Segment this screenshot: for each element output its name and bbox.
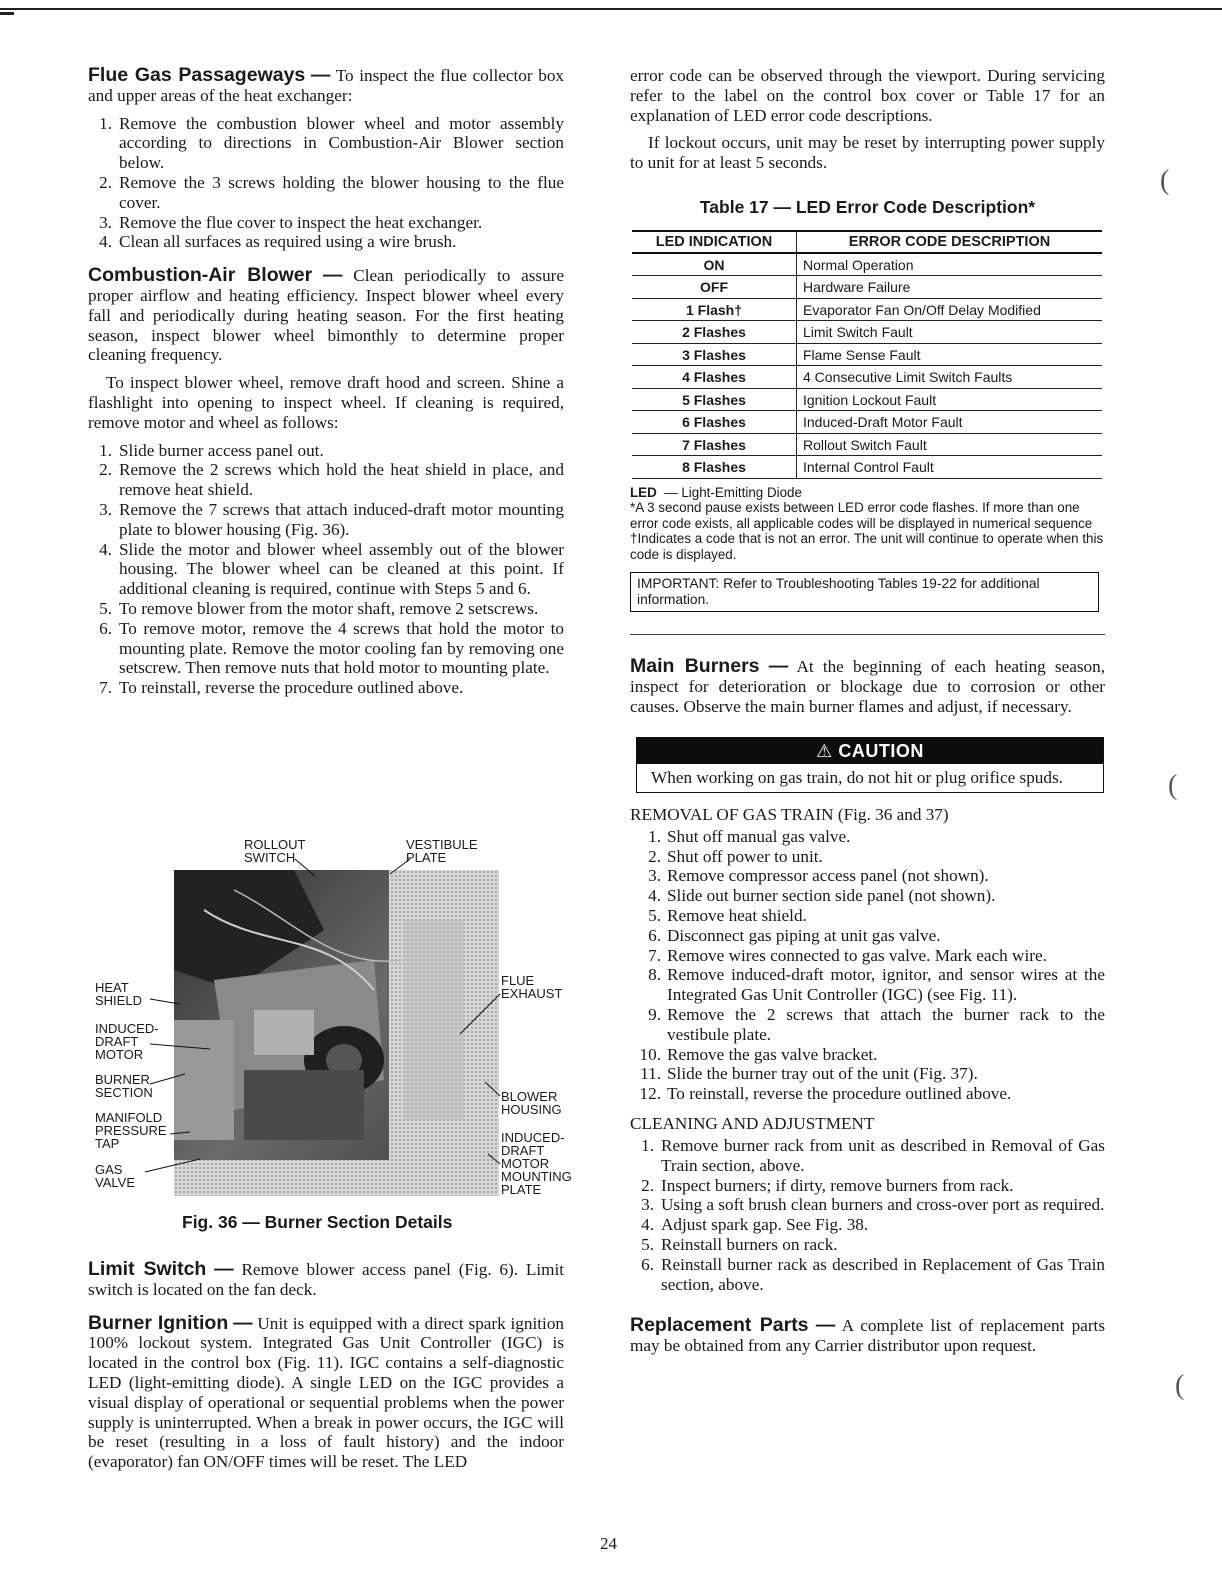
label-heat-shield: HEAT SHIELD bbox=[95, 980, 142, 1008]
step-number: 1. bbox=[99, 440, 112, 460]
list-item bbox=[630, 866, 1105, 886]
figure-caption: Fig. 36 — Burner Section Details bbox=[182, 1212, 453, 1232]
step-text: Reinstall burners on rack. bbox=[661, 1235, 838, 1255]
step-number: 5. bbox=[641, 1235, 654, 1255]
ignition-text: Unit is equipped with a direct spark ignition 100% lockout system. Integrated Gas Unit Controller (IGC) is located in the control box (Fig. 11). IGC contains a self-diagnostic LED (light-emitting diode). A single LED on the IGC provides a visual display of operational or sequential problems when the power supply is uninterrupted. When a break in power occurs, the IGC will be reset (resulting in a loss of fault history) and the indoor (evaporator) fan ON/OFF times will be reset. The LED bbox=[88, 1313, 565, 1472]
removal-heading: REMOVAL OF GAS TRAIN (Fig. 36 and 37) bbox=[630, 804, 949, 824]
step-text: Remove the combustion blower wheel and motor assembly according to directions in Combustion-Air Blower section below. bbox=[119, 113, 564, 173]
caution-text: When working on gas train, do not hit or plug orifice spuds. bbox=[651, 767, 1063, 787]
blower-steps bbox=[88, 441, 564, 698]
table-row bbox=[632, 456, 1102, 479]
step-text: Using a soft brush clean burners and cross-over port as required. bbox=[661, 1195, 1105, 1215]
note-pause: *A 3 second pause exists between LED error code flashes. If more than one error code exists, all applicable codes will be displayed in numerical sequence bbox=[630, 500, 1093, 531]
step-text: To remove motor, remove the 4 screws that hold the motor to mounting plate. Remove the motor cooling fan by removing one setscrew. Then remove nuts that hold motor to mounting plate. bbox=[119, 618, 564, 678]
removal-steps bbox=[630, 827, 1105, 1104]
ignition-continued: error code can be observed through the viewport. During servicing refer to the label on the control box cover or Table 17 for an explanation of LED error code descriptions. bbox=[630, 66, 1105, 125]
step-number: 3. bbox=[648, 866, 661, 886]
list-item bbox=[630, 965, 1105, 1005]
step-number: 4. bbox=[648, 886, 661, 906]
step-text: Slide the motor and blower wheel assembly out of the blower housing. The blower wheel can be cleaned at this point. If additional cleaning is required, continue with Steps 5 and 6. bbox=[119, 539, 564, 599]
lockout-text: If lockout occurs, unit may be reset by interrupting power supply to unit for at least 5 seconds. bbox=[630, 133, 1105, 173]
step-number: 10. bbox=[639, 1044, 661, 1064]
blower-heading: Combustion-Air Blower bbox=[88, 264, 313, 287]
step-number: 1. bbox=[648, 826, 661, 846]
blower-section: Combustion-Air Blower — Clean periodically to assure proper airflow and heating efficiency. Inspect blower wheel every fall and periodically during heating season. For the first heating season, inspect blower wheel bimonthly to determine proper cleaning frequency. bbox=[88, 264, 565, 365]
step-text: Remove the flue cover to inspect the heat exchanger. bbox=[119, 212, 483, 232]
step-text: Remove burner rack from unit as described in Removal of Gas Train section, above. bbox=[661, 1136, 1105, 1175]
legend-line: LED — Light-Emitting Diode bbox=[630, 484, 802, 500]
led-indication-cell: 5 Flashes bbox=[632, 388, 797, 411]
led-indication-cell: 6 Flashes bbox=[632, 411, 797, 434]
led-indication-cell: 8 Flashes bbox=[632, 456, 797, 479]
flue-steps bbox=[88, 114, 564, 253]
error-description-cell: Induced-Draft Motor Fault bbox=[797, 411, 1103, 434]
led-indication-cell: OFF bbox=[632, 276, 797, 299]
list-item bbox=[630, 1215, 1105, 1235]
step-number: 4. bbox=[99, 539, 112, 559]
list-item bbox=[630, 1084, 1105, 1104]
error-description-cell: Flame Sense Fault bbox=[797, 343, 1103, 366]
led-indication-cell: 4 Flashes bbox=[632, 366, 797, 389]
step-text: Disconnect gas piping at unit gas valve. bbox=[667, 925, 941, 945]
step-text: Slide burner access panel out. bbox=[119, 440, 324, 460]
cleaning-steps bbox=[630, 1136, 1105, 1294]
list-item bbox=[88, 232, 564, 252]
step-text: Remove induced-draft motor, ignitor, and sensor wires at the Integrated Gas Unit Controller (IGC) (see Fig. 11). bbox=[667, 965, 1105, 1005]
note-dagger: †Indicates a code that is not an error. The unit will continue to operate when this code is displayed. bbox=[630, 531, 1104, 562]
label-manifold-pressure-tap: MANIFOLD PRESSURE TAP bbox=[95, 1110, 167, 1151]
label-blower-housing: BLOWER HOUSING bbox=[501, 1089, 562, 1117]
label-motor-mounting-plate: INDUCED- DRAFT MOTOR MOUNTING PLATE bbox=[501, 1130, 572, 1197]
leader-lines bbox=[90, 834, 590, 1224]
limit-text: Remove blower access panel (Fig. 6). Limit switch is located on the fan deck. bbox=[88, 1260, 565, 1299]
list-item bbox=[630, 1045, 1105, 1065]
flue-intro: To inspect the flue collector box and upper areas of the heat exchanger: bbox=[88, 66, 565, 105]
replacement-section: Replacement Parts — A complete list of replacement parts may be obtained from any Carrier distributor upon request. bbox=[630, 1314, 1106, 1356]
main-heading: Main Burners bbox=[630, 655, 760, 678]
error-description-cell: Evaporator Fan On/Off Delay Modified bbox=[797, 298, 1103, 321]
step-text: To reinstall, reverse the procedure outlined above. bbox=[119, 678, 464, 698]
step-text: Remove the 2 screws which hold the heat shield in place, and remove heat shield. bbox=[119, 460, 564, 500]
label-flue-exhaust: FLUE EXHAUST bbox=[501, 973, 563, 1001]
margin-smudge: ( bbox=[1175, 1370, 1185, 1401]
step-number: 7. bbox=[648, 945, 661, 965]
label-vestibule-plate: VESTIBULE PLATE bbox=[406, 837, 478, 865]
right-column bbox=[630, 66, 1105, 1364]
error-description-cell: Internal Control Fault bbox=[797, 456, 1103, 479]
led-indication-cell: ON bbox=[632, 253, 797, 276]
step-text: Remove the gas valve bracket. bbox=[667, 1044, 878, 1064]
list-item bbox=[88, 599, 564, 619]
step-text: Remove compressor access panel (not shown). bbox=[667, 866, 989, 886]
table-row bbox=[632, 298, 1102, 321]
blower-intro: Clean periodically to assure proper airflow and heating efficiency. Inspect blower wheel every fall and periodically during heating season. For the first heating season, inspect blower wheel bimonthly to determine proper cleaning frequency. bbox=[88, 266, 565, 365]
table-row bbox=[632, 433, 1102, 456]
col-error-description: ERROR CODE DESCRIPTION bbox=[797, 231, 1103, 253]
step-text: Remove the 7 screws that attach induced-draft motor mounting plate to blower housing (Fig. 36). bbox=[119, 499, 564, 539]
important-box: IMPORTANT: Refer to Troubleshooting Tables 19-22 for additional information. bbox=[630, 572, 1099, 612]
caution-bar bbox=[637, 738, 1103, 764]
blower-para2: To inspect blower wheel, remove draft hood and screen. Shine a flashlight into opening to inspect wheel. If cleaning is required, remove motor and wheel as follows: bbox=[88, 373, 564, 432]
replacement-text: A complete list of replacement parts may be obtained from any Carrier distributor upon request. bbox=[630, 1316, 1106, 1356]
led-indication-cell: 3 Flashes bbox=[632, 343, 797, 366]
error-description-cell: Hardware Failure bbox=[797, 276, 1103, 299]
margin-smudge: ( bbox=[1160, 165, 1170, 196]
step-number: 5. bbox=[99, 598, 112, 618]
step-number: 2. bbox=[99, 172, 112, 192]
step-number: 7. bbox=[99, 678, 112, 698]
step-number: 3. bbox=[99, 499, 112, 519]
led-indication-cell: 1 Flash† bbox=[632, 298, 797, 321]
list-item bbox=[88, 173, 564, 213]
step-number: 12. bbox=[639, 1084, 661, 1104]
error-description-cell: Normal Operation bbox=[797, 253, 1103, 276]
limit-section: Limit Switch — Remove blower access panel (Fig. 6). Limit switch is located on the fan deck. bbox=[88, 1258, 565, 1299]
led-indication-cell: 7 Flashes bbox=[632, 433, 797, 456]
figure-36 bbox=[90, 834, 590, 1232]
list-item bbox=[630, 1255, 1105, 1295]
caution-box bbox=[636, 737, 1104, 793]
step-text: Remove the 2 screws that attach the burner rack to the vestibule plate. bbox=[667, 1005, 1105, 1044]
ignition-heading: Burner Ignition bbox=[88, 1311, 229, 1334]
list-item bbox=[88, 540, 564, 599]
step-text: Adjust spark gap. See Fig. 38. bbox=[661, 1215, 869, 1235]
list-item bbox=[630, 1136, 1105, 1176]
table-row bbox=[632, 276, 1102, 299]
step-number: 6. bbox=[99, 618, 112, 638]
top-mark bbox=[0, 12, 14, 15]
flue-section: Flue Gas Passageways — To inspect the flue collector box and upper areas of the heat exchanger: bbox=[88, 64, 565, 105]
error-description-cell: 4 Consecutive Limit Switch Faults bbox=[797, 366, 1103, 389]
step-text: Remove the 3 screws holding the blower housing to the flue cover. bbox=[119, 172, 564, 212]
list-item bbox=[630, 886, 1105, 906]
step-number: 11. bbox=[640, 1064, 661, 1084]
label-gas-valve: GAS VALVE bbox=[95, 1162, 135, 1190]
flue-heading: Flue Gas Passageways bbox=[88, 64, 306, 86]
step-number: 1. bbox=[641, 1136, 654, 1156]
list-item bbox=[630, 1195, 1105, 1215]
list-item bbox=[630, 1064, 1105, 1084]
step-number: 5. bbox=[648, 906, 661, 926]
limit-heading: Limit Switch bbox=[88, 1258, 207, 1280]
step-number: 2. bbox=[99, 460, 112, 480]
table-row bbox=[632, 321, 1102, 344]
step-number: 3. bbox=[99, 212, 112, 232]
list-item bbox=[88, 619, 564, 678]
list-item bbox=[630, 1235, 1105, 1255]
list-item bbox=[88, 460, 564, 500]
list-item bbox=[88, 500, 564, 540]
step-text: Shut off power to unit. bbox=[667, 846, 823, 866]
error-description-cell: Ignition Lockout Fault bbox=[797, 388, 1103, 411]
list-item bbox=[630, 926, 1105, 946]
list-item bbox=[88, 441, 564, 461]
step-number: 6. bbox=[648, 925, 661, 945]
step-number: 9. bbox=[648, 1005, 661, 1025]
step-text: Slide out burner section side panel (not shown). bbox=[667, 886, 996, 906]
list-item bbox=[630, 1176, 1105, 1196]
left-column-bottom bbox=[88, 1260, 564, 1480]
list-item bbox=[630, 906, 1105, 926]
main-burners-section: Main Burners — At the beginning of each heating season, inspect for deterioration or blockage due to corrosion or other causes. Observe the main burner flames and adjust, if necessary. bbox=[630, 655, 1105, 717]
caution-label: CAUTION bbox=[838, 740, 924, 761]
step-text: Reinstall burner rack as described in Replacement of Gas Train section, above. bbox=[661, 1254, 1105, 1294]
step-number: 3. bbox=[641, 1195, 654, 1215]
list-item bbox=[88, 678, 564, 698]
ignition-section: Burner Ignition — Unit is equipped with a direct spark ignition 100% lockout system. Integrated Gas Unit Controller (IGC) is located in the control box (Fig. 11). IGC contains a self-diagnostic LED (light-emitting diode). A single LED on the IGC provides a visual display of operational or sequential problems when the power supply is uninterrupted. When a break in power occurs, the IGC will be reset (resulting in a loss of fault history) and the indoor (evaporator) fan ON/OFF times will be reset. The LED bbox=[88, 1311, 565, 1472]
margin-smudge: ( bbox=[1168, 770, 1178, 801]
top-rule bbox=[0, 8, 1222, 10]
page-number: 24 bbox=[600, 1534, 617, 1553]
label-burner-section: BURNER SECTION bbox=[95, 1072, 153, 1100]
label-induced-draft-motor: INDUCED- DRAFT MOTOR bbox=[95, 1021, 159, 1062]
list-item bbox=[630, 946, 1105, 966]
step-text: To remove blower from the motor shaft, remove 2 setscrews. bbox=[119, 598, 539, 618]
error-description-cell: Rollout Switch Fault bbox=[797, 433, 1103, 456]
table-header-row bbox=[632, 231, 1102, 253]
step-text: Remove heat shield. bbox=[667, 906, 807, 926]
table-row bbox=[632, 411, 1102, 434]
list-item bbox=[88, 213, 564, 233]
replacement-heading: Replacement Parts bbox=[630, 1314, 809, 1337]
table-notes bbox=[630, 485, 1105, 563]
main-text: At the beginning of each heating season, inspect for deterioration or blockage due to corrosion or other causes. Observe the main burner flames and adjust, if necessary. bbox=[630, 657, 1105, 717]
step-text: Remove wires connected to gas valve. Mark each wire. bbox=[667, 945, 1047, 965]
step-number: 2. bbox=[641, 1175, 654, 1195]
step-number: 4. bbox=[99, 232, 112, 252]
step-text: To reinstall, reverse the procedure outlined above. bbox=[667, 1084, 1012, 1104]
table-row bbox=[632, 253, 1102, 276]
table-body bbox=[632, 253, 1102, 479]
col-led-indication: LED INDICATION bbox=[632, 231, 797, 253]
list-item bbox=[630, 1005, 1105, 1045]
list-item bbox=[630, 847, 1105, 867]
list-item bbox=[88, 114, 564, 173]
step-number: 2. bbox=[648, 846, 661, 866]
table-row bbox=[632, 388, 1102, 411]
step-text: Slide the burner tray out of the unit (Fig. 37). bbox=[667, 1064, 978, 1084]
step-text: Shut off manual gas valve. bbox=[667, 826, 851, 846]
step-number: 1. bbox=[99, 113, 112, 133]
step-number: 6. bbox=[641, 1254, 654, 1274]
led-error-table bbox=[632, 230, 1102, 479]
step-text: Inspect burners; if dirty, remove burners from rack. bbox=[661, 1175, 1014, 1195]
step-number: 4. bbox=[641, 1215, 654, 1235]
cleaning-heading: CLEANING AND ADJUSTMENT bbox=[630, 1114, 875, 1134]
step-text: Clean all surfaces as required using a wire brush. bbox=[119, 232, 457, 252]
error-description-cell: Limit Switch Fault bbox=[797, 321, 1103, 344]
section-divider bbox=[630, 634, 1105, 635]
table-row bbox=[632, 366, 1102, 389]
led-indication-cell: 2 Flashes bbox=[632, 321, 797, 344]
list-item bbox=[630, 827, 1105, 847]
table-row bbox=[632, 343, 1102, 366]
left-column bbox=[88, 66, 564, 708]
step-number: 8. bbox=[648, 965, 661, 985]
table-title: Table 17 — LED Error Code Description* bbox=[699, 196, 1036, 217]
label-rollout-switch: ROLLOUT SWITCH bbox=[244, 837, 306, 865]
warning-triangle-icon: ⚠ bbox=[816, 740, 833, 761]
